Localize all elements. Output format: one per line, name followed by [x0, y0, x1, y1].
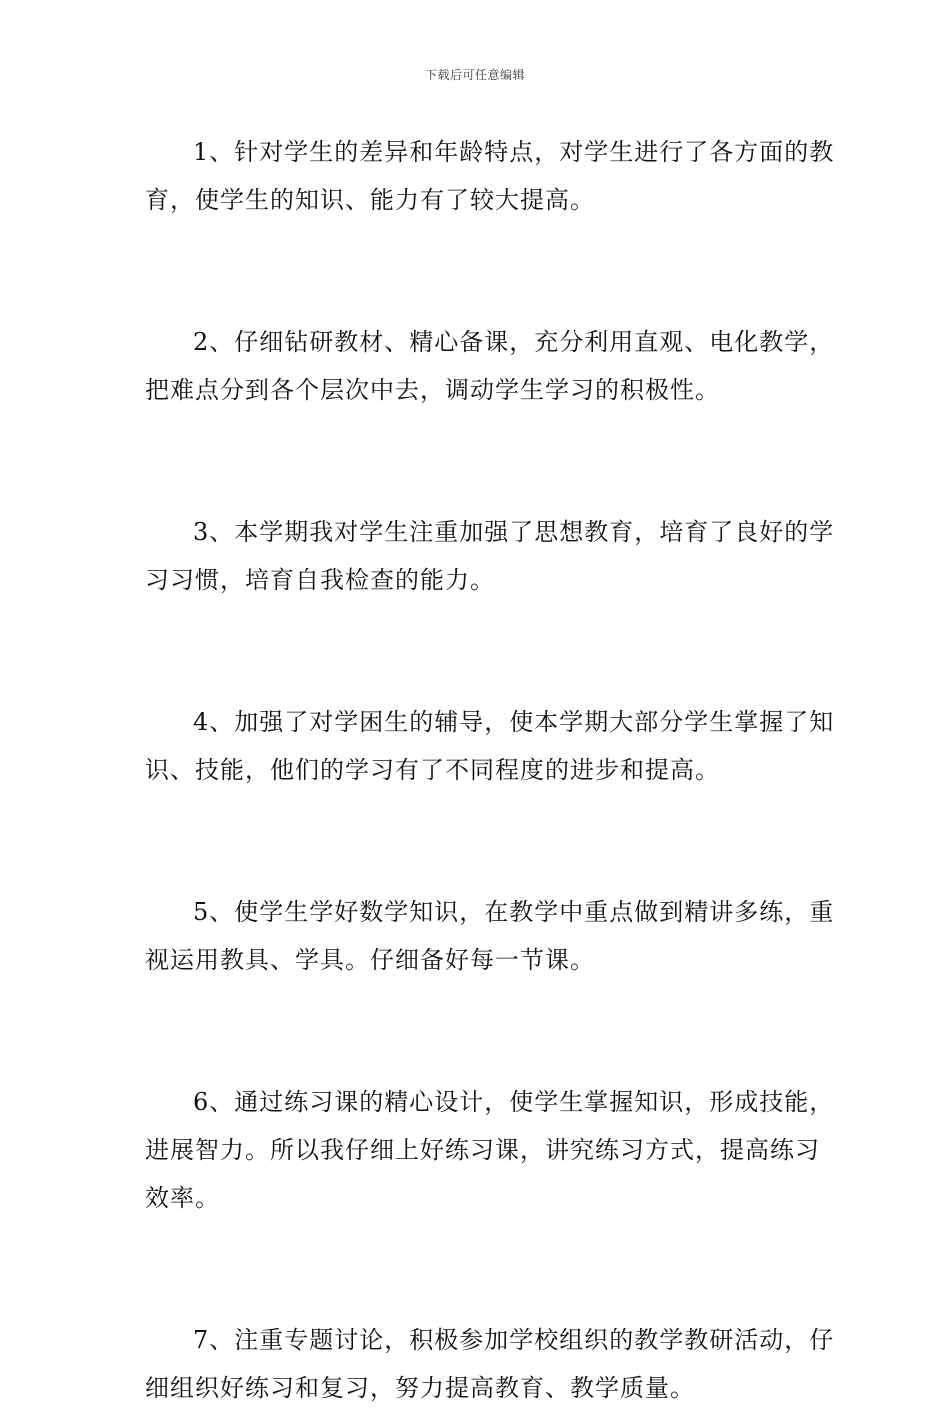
paragraph-7: 7、注重专题讨论，积极参加学校组织的教学教研活动，仔细组织好练习和复习，努力提高教育、教学质量。 [145, 1326, 835, 1402]
page-header-note: 下载后可任意编辑 [424, 68, 525, 82]
paragraph-3: 3、本学期我对学生注重加强了思想教育，培育了良好的学习习惯，培育自我检查的能力。 [145, 518, 835, 594]
paragraph-6: 6、通过练习课的精心设计，使学生掌握知识，形成技能，进展智力。所以我仔细上好练习课，讲究练习方式，提高练习效率。 [145, 1088, 835, 1212]
paragraph-2: 2、仔细钻研教材、精心备课，充分利用直观、电化教学，把难点分到各个层次中去，调动学生学习的积极性。 [145, 328, 835, 404]
paragraph-5: 5、使学生学好数学知识，在教学中重点做到精讲多练，重视运用教具、学具。仔细备好每一节课。 [145, 898, 835, 974]
document-body [145, 128, 835, 1412]
paragraph-1: 1、针对学生的差异和年龄特点，对学生进行了各方面的教育，使学生的知识、能力有了较大提高。 [145, 138, 835, 214]
paragraph-4: 4、加强了对学困生的辅导，使本学期大部分学生掌握了知识、技能，他们的学习有了不同程度的进步和提高。 [145, 708, 835, 784]
